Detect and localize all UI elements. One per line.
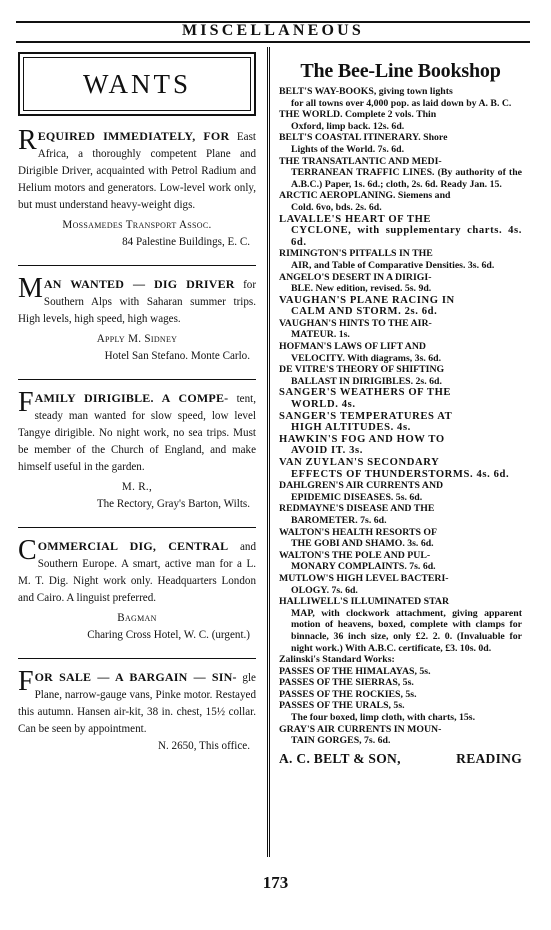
book-title-line: VAUGHAN'S HINTS TO THE AIR- xyxy=(279,317,432,329)
bookshop-column xyxy=(279,59,522,767)
book-title-line: BELT'S COASTAL ITINERARY. Shore xyxy=(279,132,448,144)
ad-text xyxy=(18,666,256,738)
book-detail: for all towns over 4,000 pop. as laid down by A. B. C. xyxy=(291,97,512,109)
publisher-town: READING xyxy=(456,750,522,766)
book-entry xyxy=(279,295,522,318)
book-title-line: WALTON'S HEALTH RESORTS OF xyxy=(279,526,438,538)
ad-text xyxy=(18,125,256,214)
book-title-line: GRAY'S AIR CURRENTS IN MOUN- xyxy=(279,723,442,735)
book-detail: BALLAST IN DIRIGIBLES. 2s. 6d. xyxy=(291,375,442,387)
ad-contact: Bagman xyxy=(117,612,157,624)
book-entry xyxy=(279,248,522,271)
book-title-line: SANGER'S TEMPERATURES AT xyxy=(279,410,453,422)
ad-address: The Rectory, Gray's Barton, Wilts. xyxy=(96,498,250,510)
book-detail: VELOCITY. With diagrams, 3s. 6d. xyxy=(291,352,442,364)
book-title-line: MUTLOW'S HIGH LEVEL BACTERI- xyxy=(279,572,449,584)
ad-separator xyxy=(18,658,256,659)
ad-drop-cap: R xyxy=(18,125,37,156)
book-title-line: THE WORLD. Complete 2 vols. Thin xyxy=(279,109,437,121)
page-number: 173 xyxy=(262,873,289,892)
ad-contact: Apply M. Sidney xyxy=(96,333,178,345)
book-title-line: VAUGHAN'S PLANE RACING IN xyxy=(279,294,455,306)
book-detail: OLOGY. 7s. 6d. xyxy=(291,584,358,596)
book-entry xyxy=(279,190,522,213)
book-entry xyxy=(279,132,522,155)
book-entry xyxy=(279,411,522,434)
book-detail: THE GOBI AND SHAMO. 3s. 6d. xyxy=(291,538,434,550)
book-title-line: HAWKIN'S FOG AND HOW TO xyxy=(279,433,445,445)
book-entry xyxy=(279,214,522,249)
book-entry xyxy=(279,387,522,410)
ad-lead: AMILY DIRIGIBLE. A COMPE- xyxy=(34,391,229,405)
book-detail: EPIDEMIC DISEASES. 5s. 6d. xyxy=(291,491,423,503)
book-title-line: HALLIWELL'S ILLUMINATED STAR xyxy=(279,596,450,608)
want-ad xyxy=(18,535,257,650)
book-title-line: PASSES OF THE URALS, 5s. xyxy=(279,700,405,712)
book-entry xyxy=(279,677,522,689)
ad-contact: M. R., xyxy=(121,481,153,493)
book-detail: TAIN GORGES, 7s. 6d. xyxy=(291,735,391,747)
book-entry xyxy=(279,527,522,550)
book-title-line: ANGELO'S DESERT IN A DIRIGI- xyxy=(279,271,432,283)
book-title-line: VAN ZUYLAN'S SECONDARY xyxy=(279,457,440,468)
ad-separator xyxy=(18,527,256,528)
book-entry xyxy=(279,156,522,191)
book-list xyxy=(279,86,522,747)
ad-address: N. 2650, This office. xyxy=(157,740,250,752)
section-title: MISCELLANEOUS xyxy=(181,22,365,39)
bookshop-footer xyxy=(279,751,522,767)
ad-text xyxy=(18,387,256,476)
wants-column xyxy=(18,52,256,761)
book-entry xyxy=(279,480,522,503)
book-entry xyxy=(279,700,522,723)
book-title-line: REDMAYNE'S DISEASE AND THE xyxy=(279,503,435,515)
book-title-line: LAVALLE'S HEART OF THE xyxy=(279,213,432,225)
book-detail: AIR, and Table of Comparative Densities. 3s. 6d. xyxy=(291,259,495,271)
ad-text xyxy=(18,273,257,328)
header-rule-bottom xyxy=(16,41,530,43)
ad-drop-cap: C xyxy=(18,535,37,566)
book-title-line: PASSES OF THE HIMALAYAS, 5s. xyxy=(279,665,431,677)
book-title-line: ARCTIC AEROPLANING. Siemens and xyxy=(279,190,451,202)
ad-address: 84 Palestine Buildings, E. C. xyxy=(122,236,250,248)
want-ad xyxy=(18,387,256,519)
book-detail: EFFECTS OF THUNDERSTORMS. 4s. 6d. xyxy=(291,468,510,480)
ad-lead: AN WANTED — DIG DRIVER xyxy=(43,277,235,291)
want-ad xyxy=(18,125,256,257)
book-title-line: WALTON'S THE POLE AND PUL- xyxy=(279,549,431,561)
book-title-line: DE VITRE'S THEORY OF SHIFTING xyxy=(279,364,445,376)
book-entry xyxy=(279,272,522,295)
want-ad xyxy=(18,666,256,761)
book-title-line: DAHLGREN'S AIR CURRENTS AND xyxy=(279,480,444,492)
book-detail: Lights of the World. 7s. 6d. xyxy=(291,143,405,155)
book-entry xyxy=(279,109,522,132)
book-title-line: BELT'S WAY-BOOKS, giving town lights xyxy=(279,86,453,97)
ad-separator xyxy=(18,265,256,266)
wants-ads-list xyxy=(18,125,257,761)
ad-body: gle Plane, narrow-gauge vans, Pinke motor. Restayed this autumn. Hansen air-kit, 38 in. chest, 15½ collar. Can be seen by appointment. xyxy=(18,672,256,735)
book-title-line: SANGER'S WEATHERS OF THE xyxy=(279,387,452,399)
ad-address: Charing Cross Hotel, W. C. (urgent.) xyxy=(87,629,250,641)
ad-drop-cap: F xyxy=(18,387,34,418)
ad-body: and Southern Europe. A smart, active man for a L. M. T. Dig. Night work only. Headquarters London and Cairo. A linguist preferred. xyxy=(18,541,257,604)
book-entry xyxy=(279,689,522,701)
ad-text xyxy=(18,535,257,607)
book-entry xyxy=(279,596,522,654)
book-title-line: PASSES OF THE ROCKIES, 5s. xyxy=(279,688,417,700)
book-entry xyxy=(279,457,522,480)
book-title-line: HOFMAN'S LAWS OF LIFT AND xyxy=(279,341,426,353)
publisher-name: A. C. BELT & SON, xyxy=(279,750,401,766)
book-entry xyxy=(279,86,522,109)
book-title-line: Zalinski's Standard Works: xyxy=(279,654,395,666)
ad-drop-cap: M xyxy=(18,273,43,304)
ad-lead: EQUIRED IMMEDIATELY, FOR xyxy=(37,129,230,143)
book-entry xyxy=(279,666,522,678)
book-detail: MAP, with clockwork attachment, giving apparent motion of heavens, boxed, complete with clamps for binnacle, 36 inch size, only £2. 2. 0. (Invaluable for night work.) With A.B.C. certificate, £3. 10s. 0d. xyxy=(291,607,522,654)
book-title-line: RIMINGTON'S PITFALLS IN THE xyxy=(279,248,433,260)
book-entry xyxy=(279,434,522,457)
bookshop-title: The Bee-Line Bookshop xyxy=(300,60,501,82)
book-detail: MATEUR. 1s. xyxy=(291,329,350,341)
book-detail: AVOID IT. 3s. xyxy=(291,445,363,457)
ad-drop-cap: F xyxy=(18,666,34,697)
wants-heading-box xyxy=(18,52,256,116)
ad-body: for Southern Alps with Saharan summer trips. High levels, high speed, high wages. xyxy=(18,279,257,325)
book-detail: BAROMETER. 7s. 6d. xyxy=(291,514,387,526)
book-entry xyxy=(279,364,522,387)
ad-contact: Mossamedes Transport Assoc. xyxy=(62,219,212,231)
book-detail: CALM AND STORM. 2s. 6d. xyxy=(291,306,438,318)
book-detail: WORLD. 4s. xyxy=(291,399,356,411)
book-detail: MONARY COMPLAINTS. 7s. 6d. xyxy=(291,561,436,573)
book-entry xyxy=(279,550,522,573)
book-entry xyxy=(279,341,522,364)
book-detail: CYCLONE, with supplementary charts. 4s. 6d. xyxy=(291,225,522,248)
book-detail: TERRANEAN TRAFFIC LINES. (By authority of the A.B.C.) Paper, 1s. 6d.; cloth, 2s. 6d. Ready Jan. 15. xyxy=(291,167,522,190)
book-entry xyxy=(279,573,522,596)
want-ad xyxy=(18,273,257,371)
book-detail: Oxford, limp back. 12s. 6d. xyxy=(291,120,405,132)
ad-lead: OMMERCIAL DIG, CENTRAL xyxy=(37,539,229,553)
book-entry xyxy=(279,503,522,526)
wants-title: WANTS xyxy=(83,68,191,99)
book-entry xyxy=(279,654,522,666)
book-detail: The four boxed, limp cloth, with charts, 15s. xyxy=(291,712,476,724)
ad-body: East Africa, a thoroughly competent Plane and Dirigible Driver, acquainted with Petrol Radium and Helium motors and generators. Low-level work only, but must understand heavy-weight digs. xyxy=(18,131,256,211)
ad-address: Hotel San Stefano. Monte Carlo. xyxy=(104,350,250,362)
column-divider xyxy=(267,47,270,857)
book-title-line: PASSES OF THE SIERRAS, 5s. xyxy=(279,677,414,689)
book-entry xyxy=(279,318,522,341)
book-detail: Cold. 6vo, bds. 2s. 6d. xyxy=(291,201,382,213)
ad-body: tent, steady man wanted for slow speed, low level Tangye dirigible. No night work, no sea trips. Must be member of the Church of England, and make himself useful in the garden. xyxy=(18,393,256,473)
ad-lead: OR SALE — A BARGAIN — SIN- xyxy=(34,670,237,684)
book-detail: BLE. New edition, revised. 5s. 9d. xyxy=(291,283,432,295)
book-entry xyxy=(279,724,522,747)
ad-separator xyxy=(18,379,256,380)
book-title-line: THE TRANSATLANTIC AND MEDI- xyxy=(279,155,442,167)
book-detail: HIGH ALTITUDES. 4s. xyxy=(291,422,411,434)
